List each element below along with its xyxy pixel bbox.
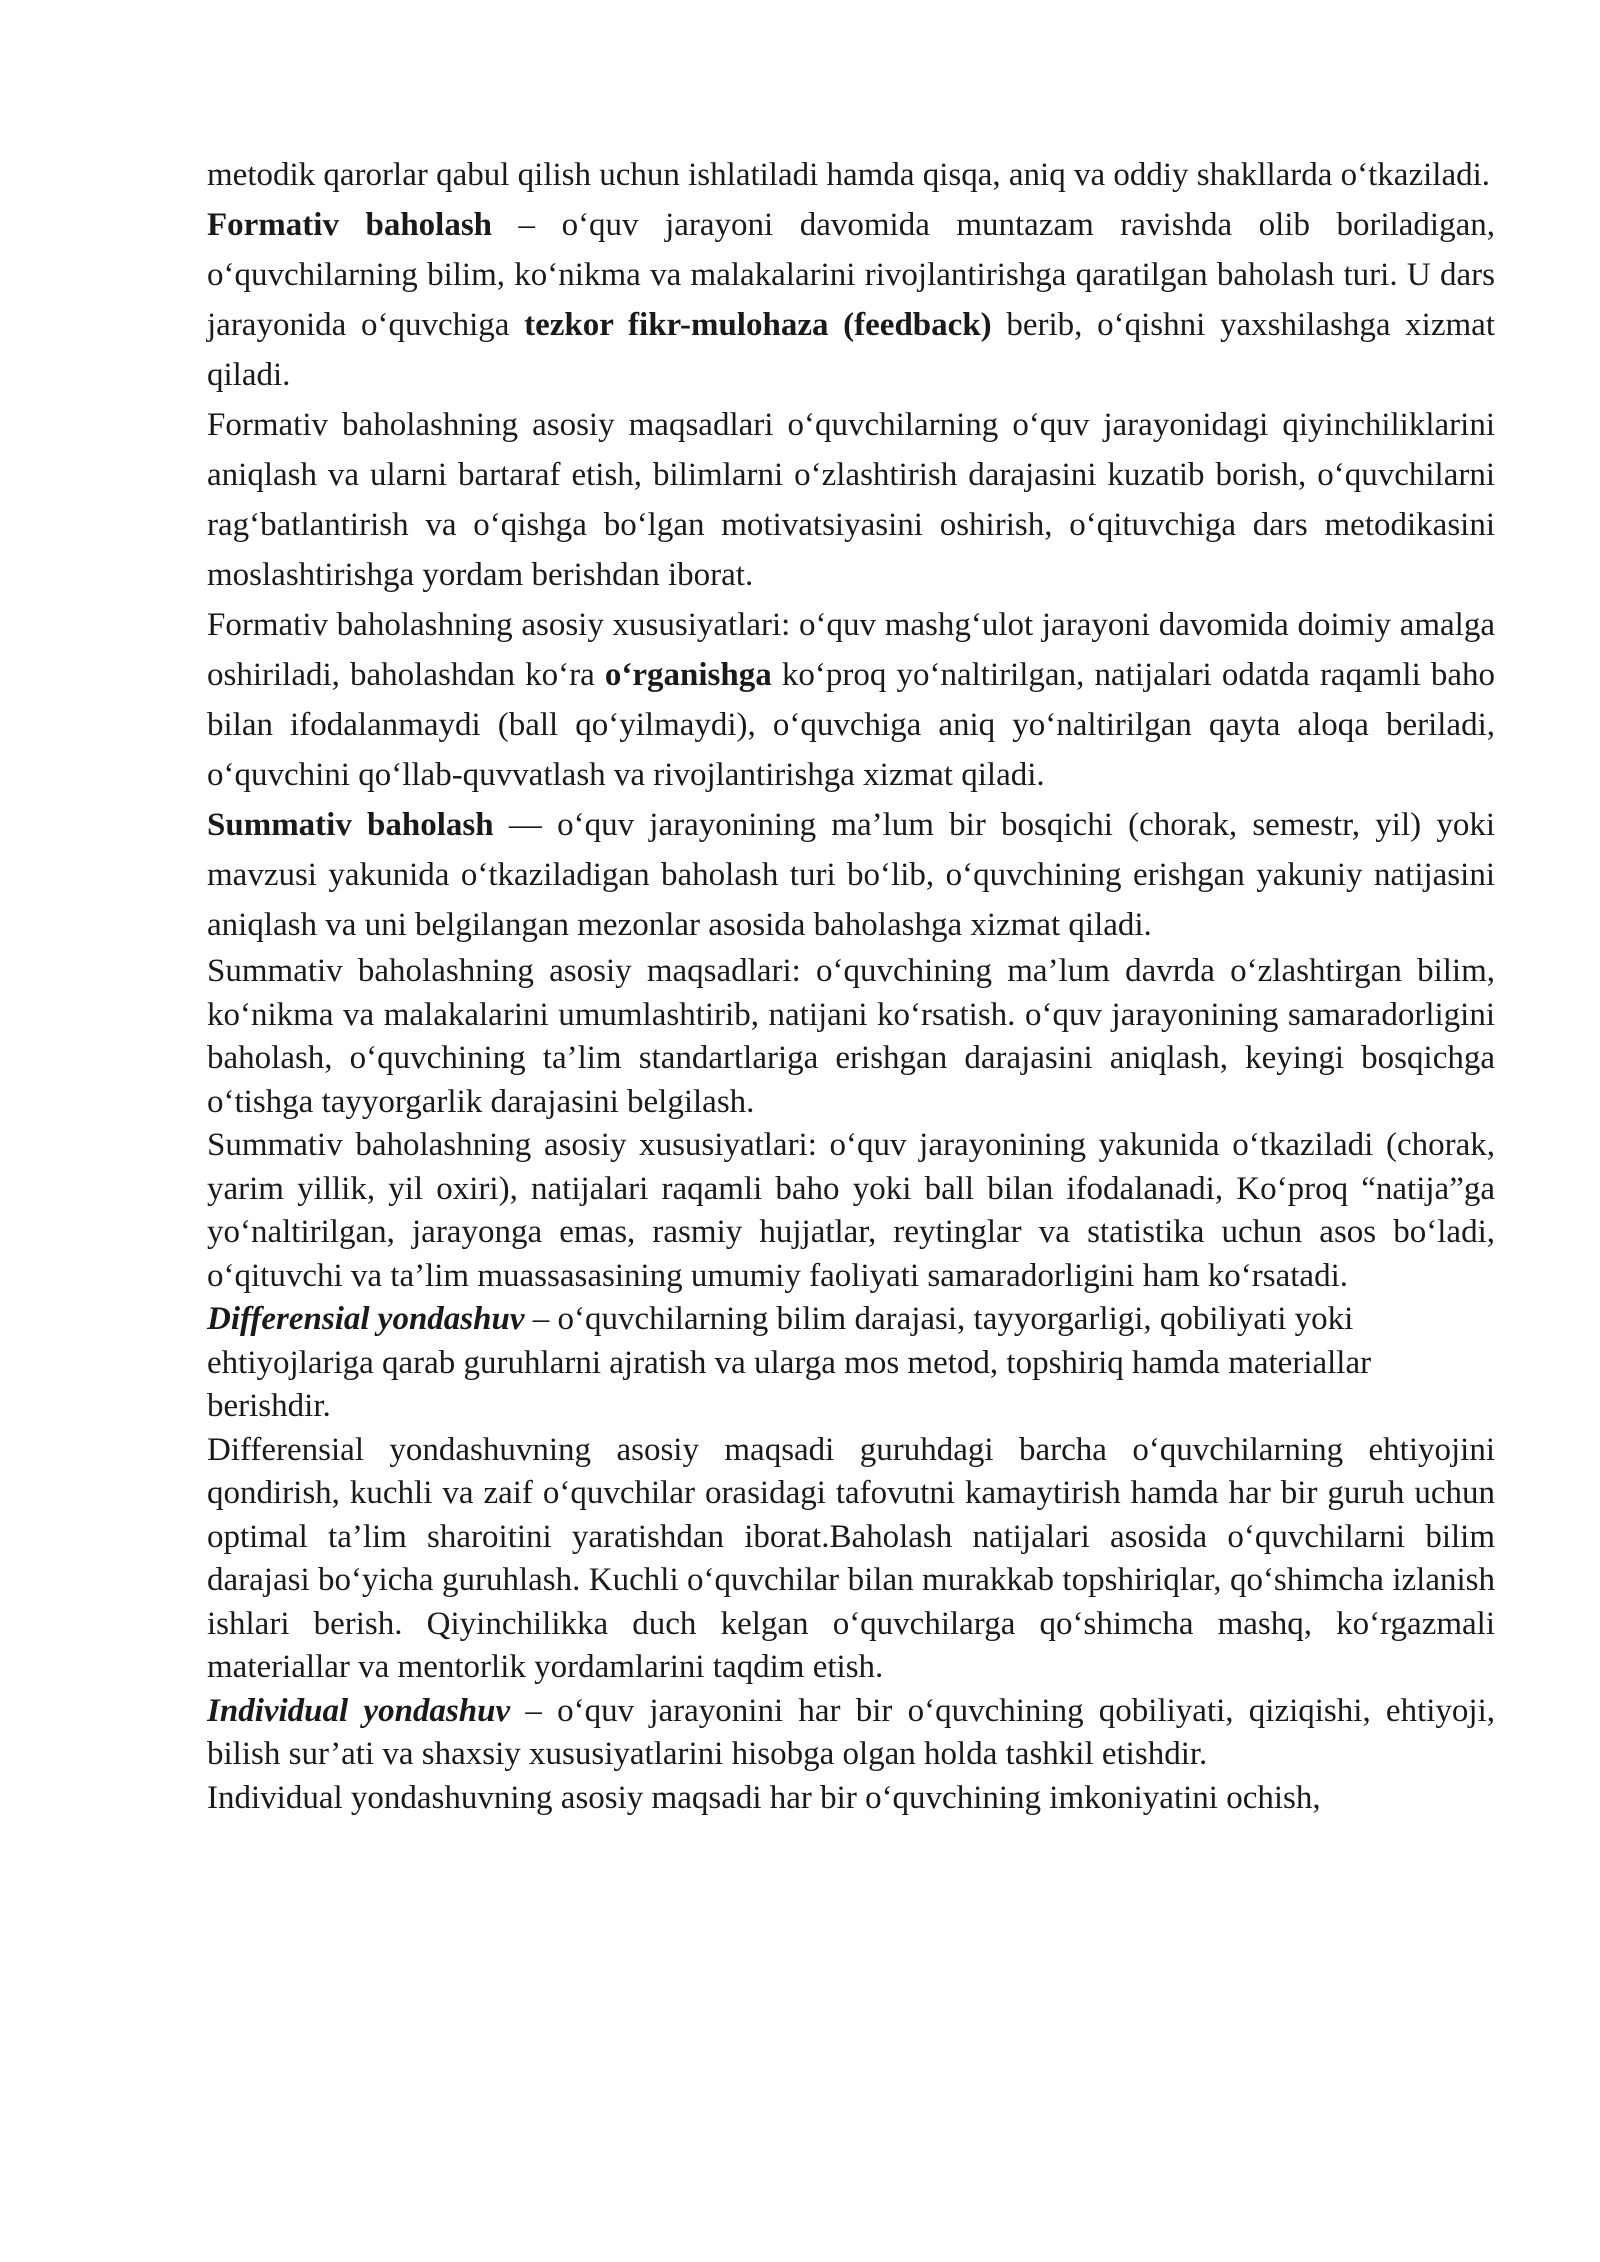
term-summativ-baholash: Summativ baholash (207, 807, 494, 843)
paragraph-differensial-goals (207, 1429, 1495, 1690)
run-bold-feedback: tezkor fikr-mulohaza (feedback) (524, 307, 992, 343)
run-text: – o‘quv jarayonini har bir o‘quvchining qobiliyati, qiziqishi, ehtiyoji, bilish sur’ati va shaxsiy xususiyatlarini hisobga olgan holda tashkil etishdir. (207, 1692, 1495, 1772)
paragraph-formativ-features (207, 600, 1495, 800)
run-text: ko‘proq yo‘naltirilgan, natijalari odatda raqamli baho bilan ifodalanmaydi (ball qo‘yilmaydi), o‘quvchiga aniq yo‘naltirilgan qayta aloqa beriladi, o‘quvchini qo‘llab-quvvatlash va rivojlantirishga xizmat qiladi. (207, 657, 1496, 793)
run-text: Summativ baholashning asosiy maqsadlari: o‘quvchining ma’lum davrda o‘zlashtirgan bilim, ko‘nikma va malakalarini umumlashtirib, natijani ko‘rsatish. o‘quv jarayonining samaradorligini baholash, o‘quvchining ta’lim standartlariga erishgan darajasini aniqlash, keyingi bosqichga o‘tishga tayyorgarlik darajasini belgilash. (207, 953, 1495, 1120)
paragraph-summativ-features (207, 1124, 1495, 1298)
paragraph-individual-definition (207, 1690, 1495, 1777)
run-text: Differensial yondashuvning asosiy maqsadi guruhdagi barcha o‘quvchilarning ehtiyojini qondirish, kuchli va zaif o‘quvchilar orasidagi tafovutni kamaytirish hamda har bir guruh uchun optimal ta’lim sharoitini yaratishdan iborat.Baholash natijalari asosida o‘quvchilarni bilim darajasi bo‘yicha guruhlash. Kuchli o‘quvchilar bilan murakkab topshiriqlar, qo‘shimcha izlanish ishlari berish. Qiyinchilikka duch kelgan o‘quvchilarga qo‘shimcha mashq, ko‘rgazmali materiallar va mentorlik yordamlarini taqdim etish. (207, 1431, 1495, 1685)
paragraph-differensial-definition (207, 1298, 1495, 1429)
paragraph-formativ-definition (207, 200, 1495, 400)
paragraph-summativ-definition (207, 800, 1495, 950)
run-text: metodik qarorlar qabul qilish uchun ishlatiladi hamda qisqa, aniq va oddiy shakllarda o‘tkaziladi. (207, 157, 1491, 193)
run-bold-organishga: o‘rganishga (604, 657, 772, 693)
run-text: – o‘quvchilarning bilim darajasi, tayyorgarligi, qobiliyati yoki ehtiyojlariga qarab guruhlarni ajratish va ularga mos metod, topshiriq hamda materiallar berishdir. (207, 1301, 1372, 1424)
paragraph-formativ-goals (207, 400, 1495, 600)
run-text: Formativ baholashning asosiy maqsadlari o‘quvchilarning o‘quv jarayonidagi qiyinchiliklarini aniqlash va ularni bartaraf etish, bilimlarni o‘zlashtirish darajasini kuzatib borish, o‘quvchilarni rag‘batlantirish va o‘qishga bo‘lgan motivatsiyasini oshirish, o‘qituvchiga dars metodikasini moslashtirishga yordam berishdan iborat. (207, 407, 1495, 593)
paragraph-summativ-goals (207, 950, 1495, 1124)
term-formativ-baholash: Formativ baholash (207, 207, 493, 243)
term-differensial-yondashuv: Differensial yondashuv (207, 1301, 525, 1337)
document-page (207, 150, 1495, 1820)
paragraph-individual-goals (207, 1777, 1495, 1821)
run-text: Summativ baholashning asosiy xususiyatlari: o‘quv jarayonining yakunida o‘tkaziladi (chorak, yarim yillik, yil oxiri), natijalari raqamli baho yoki ball bilan ifodalanadi, Ko‘proq “natija”ga yo‘naltirilgan, jarayonga emas, rasmiy hujjatlar, reytinglar va statistika uchun asos bo‘ladi, o‘qituvchi va ta’lim muassasasining umumiy faoliyati samaradorligini ham ko‘rsatadi. (207, 1127, 1495, 1294)
run-text: — o‘quv jarayonining ma’lum bir bosqichi (chorak, semestr, yil) yoki mavzusi yakunida o‘tkaziladigan baholash turi bo‘lib, o‘quvchining erishgan yakuniy natijasini aniqlash va uni belgilangan mezonlar asosida baholashga xizmat qiladi. (207, 807, 1495, 943)
run-text: Formativ baholashning asosiy xususiyatlari: o‘quv mashg‘ulot jarayoni davomida doimiy amalga oshiriladi, baholashdan ko‘ra (207, 607, 1495, 693)
run-text: – o‘quv jarayoni davomida muntazam ravishda olib boriladigan, o‘quvchilarning bilim, ko‘nikma va malakalarini rivojlantirishga qaratilgan baholash turi. U dars jarayonida o‘quvchiga (207, 207, 1496, 343)
run-text: berib, o‘qishni yaxshilashga xizmat qiladi. (207, 307, 1495, 393)
term-individual-yondashuv: Individual yondashuv (207, 1692, 511, 1729)
run-text: Individual yondashuvning asosiy maqsadi har bir o‘quvchining imkoniyatini ochish, (207, 1779, 1321, 1816)
paragraph-intro-continuation (207, 150, 1495, 200)
